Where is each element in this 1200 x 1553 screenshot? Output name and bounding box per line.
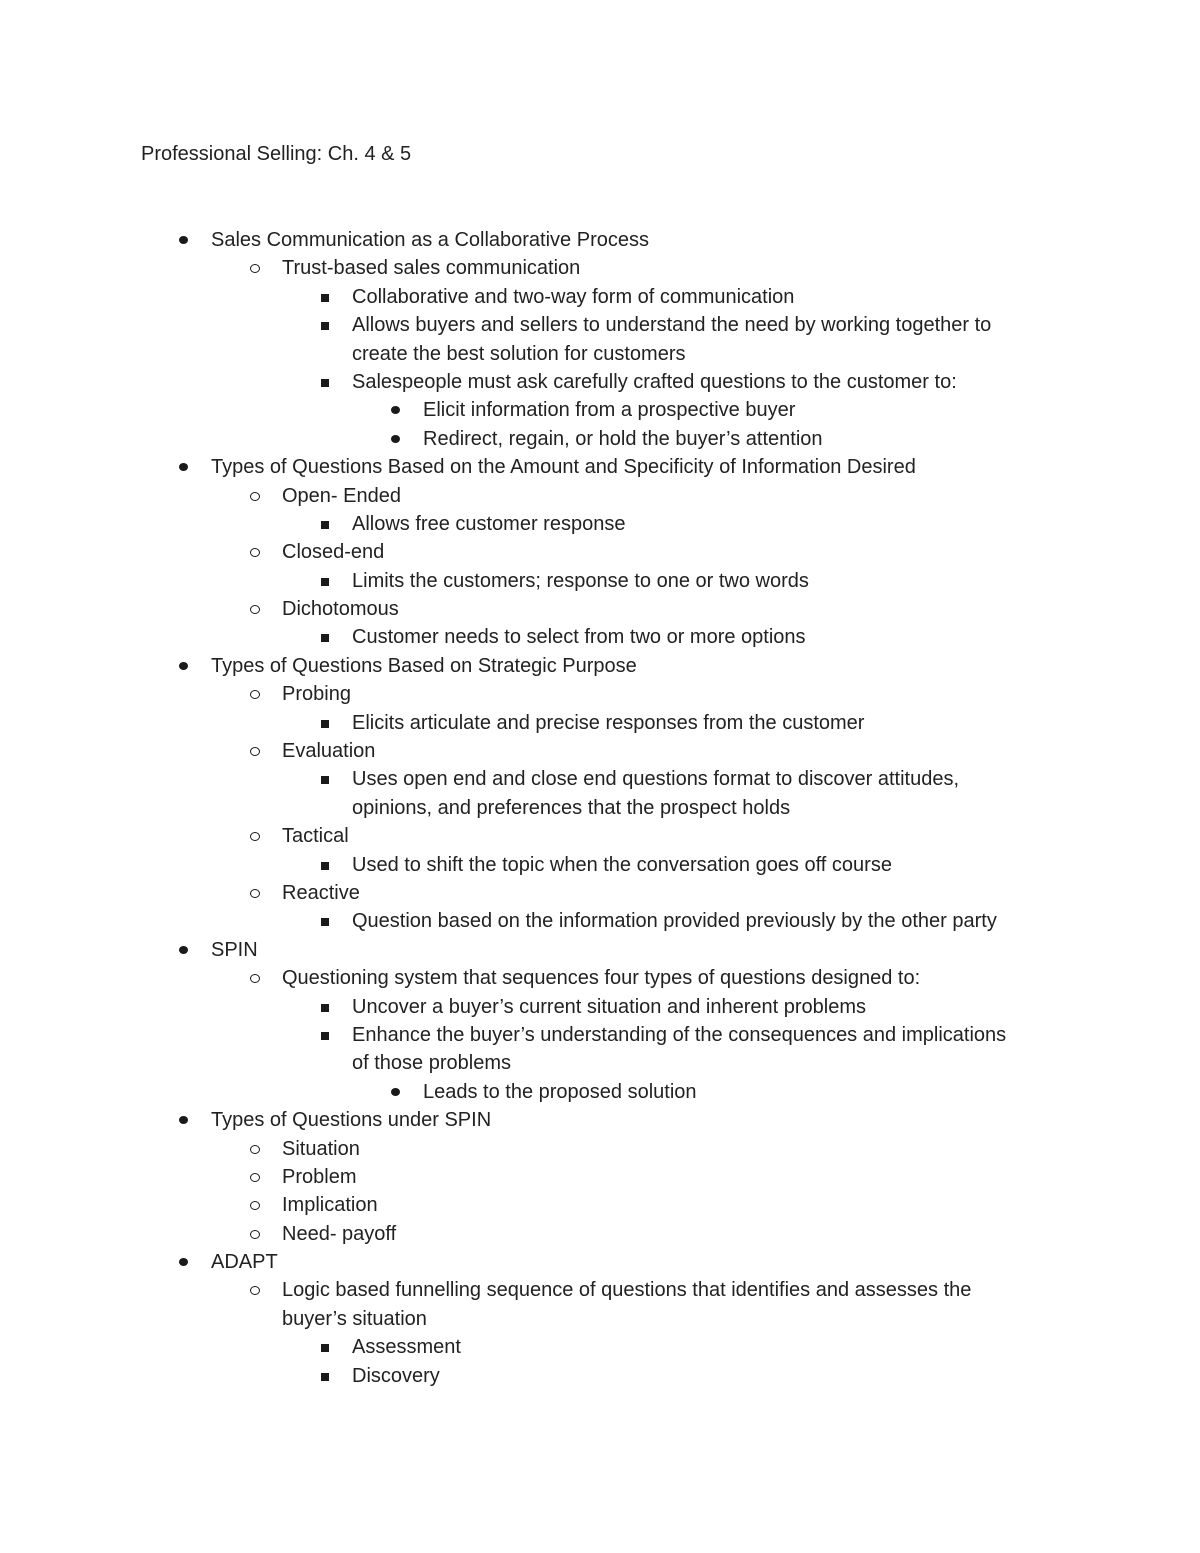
list-item-text: opinions, and preferences that the prospect holds (352, 796, 791, 819)
list-item-text: Questioning system that sequences four types of questions designed to: (282, 967, 921, 990)
list-item-text: buyer’s situation (282, 1307, 427, 1330)
list-item (0, 482, 1200, 510)
list-item-text: ADAPT (211, 1251, 278, 1274)
square-icon (315, 311, 335, 339)
circle-icon (245, 879, 265, 907)
disc-icon (174, 226, 194, 254)
list-item (0, 1191, 1200, 1219)
list-item (0, 510, 1200, 538)
list-item (0, 737, 1200, 765)
list-item-text: Discovery (352, 1364, 440, 1387)
list-item (0, 1106, 1200, 1134)
list-item-text: Probing (282, 683, 351, 706)
list-item (0, 538, 1200, 566)
list-item-text: Question based on the information provided previously by the other party (352, 910, 997, 933)
square-icon (315, 765, 335, 793)
list-item-text: Allows buyers and sellers to understand the need by working together to (352, 314, 992, 337)
circle-icon (245, 254, 265, 282)
list-item-text: Tactical (282, 825, 349, 848)
square-icon (315, 510, 335, 538)
square-icon (315, 368, 335, 396)
list-item (0, 1078, 1200, 1106)
list-item (0, 1276, 1200, 1304)
list-item-text: Limits the customers; response to one or two words (352, 569, 809, 592)
list-item (0, 254, 1200, 282)
list-item (0, 595, 1200, 623)
list-item (0, 822, 1200, 850)
list-item (0, 1333, 1200, 1361)
list-item-text: Types of Questions under SPIN (211, 1109, 492, 1132)
page-title: Professional Selling: Ch. 4 & 5 (141, 143, 412, 165)
list-item (0, 1220, 1200, 1248)
list-item-text: Implication (282, 1194, 378, 1217)
circle-icon (245, 737, 265, 765)
list-item (0, 283, 1200, 311)
disc-icon (386, 1078, 406, 1106)
list-item (0, 964, 1200, 992)
list-item (0, 311, 1200, 339)
list-item (0, 567, 1200, 595)
list-item-text: Need- payoff (282, 1222, 397, 1245)
list-item-text: Types of Questions Based on the Amount and Specificity of Information Desired (211, 456, 916, 479)
disc-icon (174, 1248, 194, 1276)
disc-icon (174, 1106, 194, 1134)
list-item-text: Closed-end (282, 541, 385, 564)
list-item (0, 1362, 1200, 1390)
circle-icon (245, 680, 265, 708)
list-item-text: Reactive (282, 881, 360, 904)
list-item-continuation (0, 1049, 1200, 1077)
list-item-continuation (0, 1305, 1200, 1333)
circle-icon (245, 964, 265, 992)
list-item (0, 680, 1200, 708)
square-icon (315, 907, 335, 935)
list-item-text: Salespeople must ask carefully crafted questions to the customer to: (352, 370, 957, 393)
disc-icon (174, 936, 194, 964)
list-item-text: Collaborative and two-way form of communication (352, 285, 795, 308)
list-item (0, 453, 1200, 481)
list-item (0, 765, 1200, 793)
list-item (0, 709, 1200, 737)
list-item-text: Open- Ended (282, 484, 401, 507)
list-item-text: SPIN (211, 938, 258, 961)
list-item-text: Trust-based sales communication (282, 257, 581, 280)
list-item-text: Evaluation (282, 740, 376, 763)
square-icon (315, 1362, 335, 1390)
square-icon (315, 1021, 335, 1049)
list-item (0, 396, 1200, 424)
square-icon (315, 993, 335, 1021)
circle-icon (245, 595, 265, 623)
list-item (0, 879, 1200, 907)
list-item-text: of those problems (352, 1052, 511, 1075)
list-item (0, 851, 1200, 879)
list-item-continuation (0, 340, 1200, 368)
list-item (0, 1163, 1200, 1191)
square-icon (315, 567, 335, 595)
list-item-text: Allows free customer response (352, 512, 626, 535)
disc-icon (386, 425, 406, 453)
list-item (0, 907, 1200, 935)
disc-icon (386, 396, 406, 424)
list-item (0, 425, 1200, 453)
list-item-text: Uncover a buyer’s current situation and inherent problems (352, 995, 866, 1018)
circle-icon (245, 1135, 265, 1163)
list-item (0, 1021, 1200, 1049)
list-item-text: Elicits articulate and precise responses from the customer (352, 711, 865, 734)
list-item (0, 993, 1200, 1021)
list-item (0, 1135, 1200, 1163)
square-icon (315, 709, 335, 737)
list-item-text: Enhance the buyer’s understanding of the consequences and implications (352, 1023, 1007, 1046)
list-item-text: Elicit information from a prospective buyer (423, 399, 796, 422)
circle-icon (245, 538, 265, 566)
list-item-text: Logic based funnelling sequence of questions that identifies and assesses the (282, 1279, 972, 1302)
list-item-text: Redirect, regain, or hold the buyer’s attention (423, 427, 823, 450)
square-icon (315, 851, 335, 879)
list-item-text: Used to shift the topic when the conversation goes off course (352, 853, 892, 876)
circle-icon (245, 822, 265, 850)
list-item-text: Leads to the proposed solution (423, 1080, 697, 1103)
list-item-text: Types of Questions Based on Strategic Purpose (211, 654, 637, 677)
bullet-outline (0, 226, 1200, 1390)
list-item (0, 936, 1200, 964)
circle-icon (245, 1220, 265, 1248)
square-icon (315, 283, 335, 311)
list-item (0, 652, 1200, 680)
square-icon (315, 623, 335, 651)
list-item-text: Dichotomous (282, 598, 399, 621)
list-item-text: Situation (282, 1137, 360, 1160)
list-item (0, 1248, 1200, 1276)
list-item-text: Problem (282, 1165, 357, 1188)
circle-icon (245, 1276, 265, 1304)
circle-icon (245, 1163, 265, 1191)
list-item (0, 623, 1200, 651)
circle-icon (245, 482, 265, 510)
circle-icon (245, 1191, 265, 1219)
disc-icon (174, 652, 194, 680)
list-item-text: create the best solution for customers (352, 342, 686, 365)
disc-icon (174, 453, 194, 481)
square-icon (315, 1333, 335, 1361)
list-item-text: Assessment (352, 1336, 461, 1359)
list-item-continuation (0, 794, 1200, 822)
list-item-text: Customer needs to select from two or more options (352, 626, 806, 649)
list-item (0, 226, 1200, 254)
list-item-text: Sales Communication as a Collaborative Process (211, 229, 649, 251)
list-item (0, 368, 1200, 396)
list-item-text: Uses open end and close end questions format to discover attitudes, (352, 768, 960, 791)
